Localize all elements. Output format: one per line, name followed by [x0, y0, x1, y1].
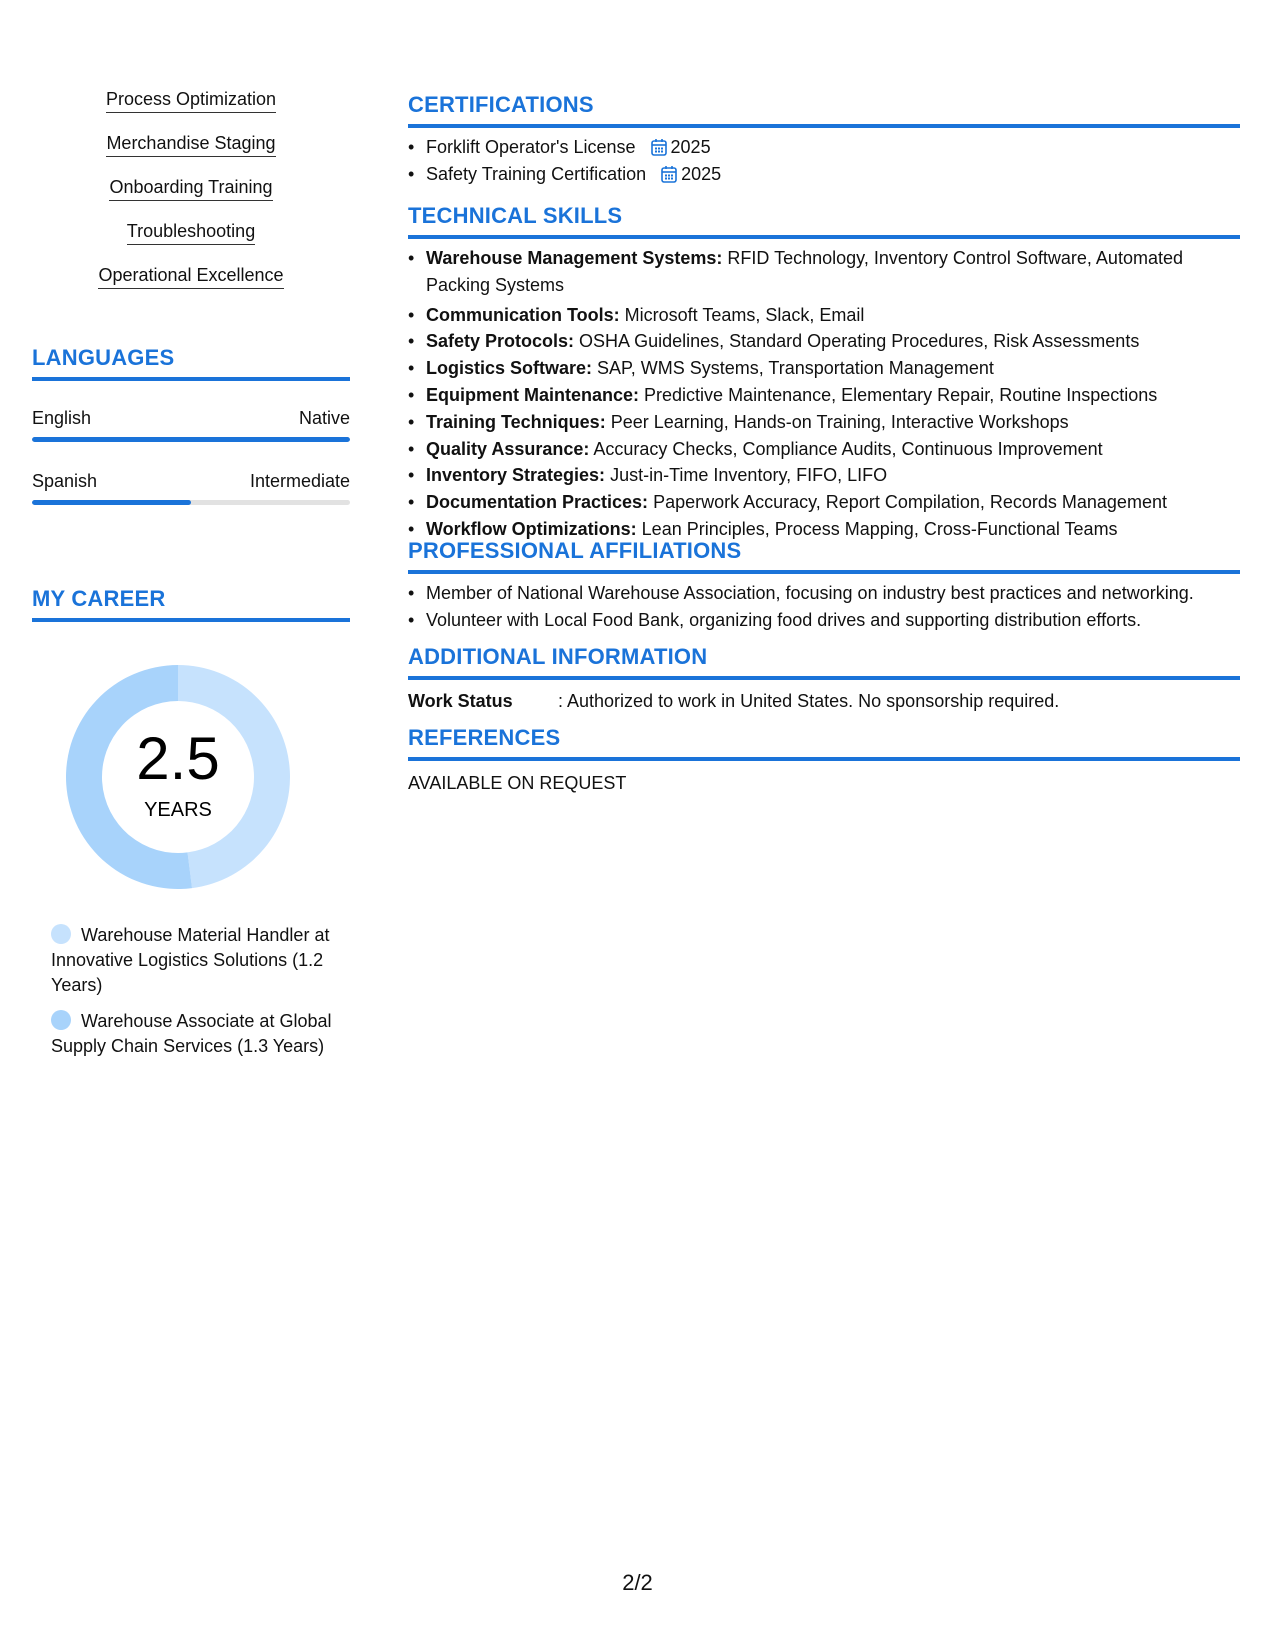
skill-details: Microsoft Teams, Slack, Email: [619, 304, 865, 325]
skill-category: Logistics Software:: [426, 358, 593, 379]
total-years-value: 2.5: [136, 725, 220, 792]
skill-details: Paperwork Accuracy, Report Compilation, Records Management: [648, 492, 1167, 513]
skill-details: SAP, WMS Systems, Transportation Management: [592, 358, 994, 379]
list-item: [426, 161, 1240, 188]
language-proficiency-fill: [32, 500, 191, 505]
languages-title: LANGUAGES: [32, 345, 350, 381]
list-item: • Member of National Warehouse Association, focusing on industry best practices and networking.: [426, 580, 1240, 607]
skill-category: Training Techniques:: [426, 411, 606, 432]
language-proficiency-bar: [32, 437, 350, 442]
list-item: [426, 462, 1240, 489]
skill-category: Communication Tools:: [426, 304, 620, 325]
career-title: MY CAREER: [32, 586, 350, 622]
certification-year: 2025: [670, 137, 711, 157]
skill-details: OSHA Guidelines, Standard Operating Procedures, Risk Assessments: [574, 331, 1140, 352]
affiliations-list: [408, 580, 1240, 634]
skill-item: Operational Excellence: [98, 264, 283, 289]
list-item: [426, 245, 1240, 302]
additional-info-title: ADDITIONAL INFORMATION: [408, 644, 1240, 680]
certification-name: Safety Training Certification: [426, 163, 647, 184]
skill-details: Lean Principles, Process Mapping, Cross-Functional Teams: [636, 518, 1118, 539]
skill-category: Documentation Practices:: [426, 492, 649, 513]
language-level: Native: [298, 408, 350, 428]
page-number: 2/2: [622, 1570, 653, 1595]
career-legend-item: [51, 923, 341, 998]
skill-item: Merchandise Staging: [106, 132, 275, 157]
work-status-row: [408, 691, 1240, 712]
skill-category: Warehouse Management Systems:: [426, 248, 723, 268]
skill-item: Process Optimization: [106, 88, 276, 113]
list-item: • Volunteer with Local Food Bank, organizing food drives and supporting distribution efforts.: [426, 607, 1240, 634]
affiliations-section: [408, 538, 1240, 634]
career-position-label: Warehouse Associate at Global Supply Chain Services (1.3 Years): [51, 1011, 332, 1056]
certification-name: Forklift Operator's License: [426, 137, 636, 157]
certifications-list: [408, 134, 1240, 188]
skill-details: RFID Technology, Inventory Control Software, Automated Packing Systems: [426, 248, 1183, 295]
skill-details: Just-in-Time Inventory, FIFO, LIFO: [605, 465, 888, 486]
list-item: [426, 328, 1240, 355]
language-row: [32, 407, 350, 429]
certifications-title: CERTIFICATIONS: [408, 92, 1240, 128]
skill-category: Inventory Strategies:: [426, 465, 606, 486]
calendar-icon: [651, 138, 667, 156]
career-position-label: Warehouse Material Handler at Innovative Logistics Solutions (1.2 Years): [51, 925, 330, 995]
work-status-value: : Authorized to work in United States. No sponsorship required.: [558, 691, 1060, 711]
references-section: [408, 725, 1240, 794]
calendar-icon: [661, 165, 677, 183]
affiliations-title: PROFESSIONAL AFFILIATIONS: [408, 538, 1240, 574]
skill-category: Quality Assurance:: [426, 438, 590, 459]
skill-item: Onboarding Training: [109, 176, 272, 201]
skill-details: Accuracy Checks, Compliance Audits, Continuous Improvement: [589, 438, 1103, 459]
list-item: [426, 436, 1240, 463]
career-legend: [51, 923, 341, 1070]
career-section: [32, 586, 350, 1056]
skill-category: Equipment Maintenance:: [426, 384, 640, 405]
list-item: [426, 355, 1240, 382]
skill-category: Safety Protocols:: [426, 331, 575, 352]
certification-year: 2025: [681, 163, 722, 184]
additional-info-section: [408, 644, 1240, 712]
language-proficiency-fill: [32, 437, 350, 442]
language-proficiency-bar: [32, 500, 350, 505]
references-title: REFERENCES: [408, 725, 1240, 761]
skills-list: [32, 88, 350, 308]
language-level: Intermediate: [249, 471, 350, 491]
career-donut-center: [66, 665, 290, 889]
technical-skills-section: [408, 203, 1240, 543]
skill-details: Predictive Maintenance, Elementary Repair, Routine Inspections: [639, 384, 1158, 405]
language-row: [32, 470, 350, 492]
technical-skills-title: TECHNICAL SKILLS: [408, 203, 1240, 239]
language-name: Spanish: [32, 471, 98, 491]
skill-category: Workflow Optimizations:: [426, 518, 637, 539]
skill-item: Troubleshooting: [127, 220, 255, 245]
list-item: [426, 409, 1240, 436]
language-name: English: [32, 408, 92, 428]
technical-skills-list: [408, 245, 1240, 543]
references-text: AVAILABLE ON REQUEST: [408, 773, 627, 793]
list-item: [426, 302, 1240, 329]
list-item: [426, 489, 1240, 516]
legend-dot-icon: [51, 924, 71, 944]
languages-section: [32, 345, 350, 505]
list-item: [426, 382, 1240, 409]
list-item: [426, 134, 1240, 161]
skill-details: Peer Learning, Hands-on Training, Interactive Workshops: [605, 411, 1069, 432]
career-legend-item: [51, 1009, 341, 1059]
work-status-label: Work Status: [408, 691, 513, 711]
legend-dot-icon: [51, 1010, 71, 1030]
total-years-label: YEARS: [144, 799, 212, 821]
certifications-section: [408, 92, 1240, 188]
